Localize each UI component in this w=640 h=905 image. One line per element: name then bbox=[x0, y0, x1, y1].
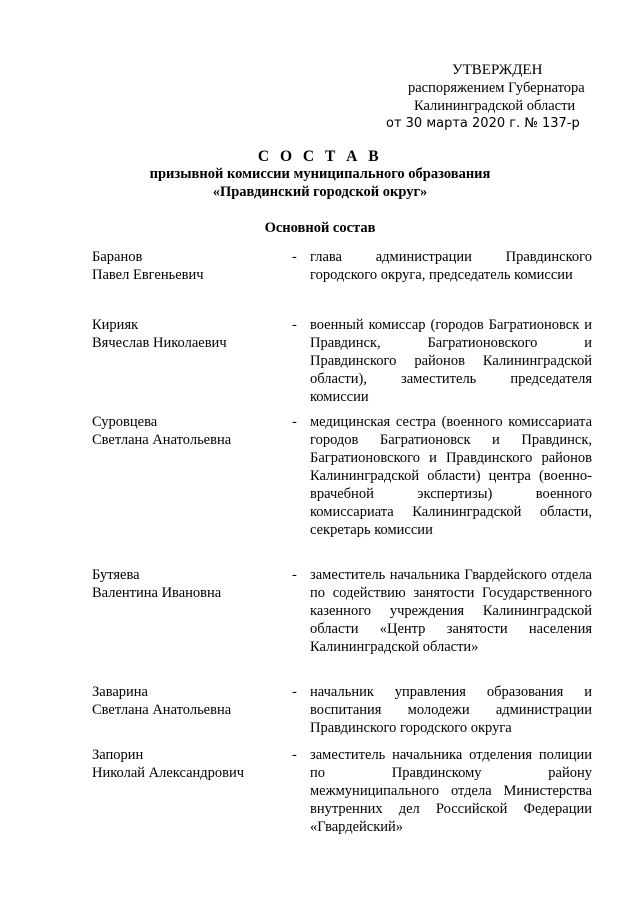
member-role: военный комиссар (городов Багратионовск и Правдинск, Багратионовского и Правдинского районов Калининградской области), заместитель председателя комиссии bbox=[310, 317, 592, 405]
member-surname: Запорин bbox=[92, 747, 144, 763]
member-name bbox=[92, 248, 282, 284]
member-given-name: Николай Александрович bbox=[92, 765, 245, 781]
member-role: глава администрации Правдинского городского округа, председатель комиссии bbox=[310, 249, 592, 283]
approval-line-region: Калининградской области bbox=[414, 98, 576, 114]
member-given-name: Светлана Анатольевна bbox=[92, 702, 232, 718]
section-heading: Основной состав bbox=[264, 220, 376, 236]
member-name bbox=[92, 683, 282, 719]
member-dash: - bbox=[292, 317, 297, 333]
document-title: С О С Т А В bbox=[257, 148, 383, 165]
member-given-name: Вячеслав Николаевич bbox=[92, 335, 227, 351]
subtitle-line-1: призывной комиссии муниципального образования bbox=[149, 166, 491, 182]
member-role: заместитель начальника отделения полиции по Правдинскому району межмуниципального отдела Министерства внутренних дел Российской Федерации «Гвардейский» bbox=[310, 747, 592, 835]
member-name bbox=[92, 413, 282, 449]
member-surname: Заварина bbox=[92, 684, 148, 700]
member-dash: - bbox=[292, 684, 297, 700]
member-dash: - bbox=[292, 567, 297, 583]
member-surname: Баранов bbox=[92, 249, 143, 265]
approval-line-governor: распоряжением Губернатора bbox=[408, 80, 585, 96]
member-role: заместитель начальника Гвардейского отдела по содействию занятости Государственного казенного учреждения Калининградской области «Центр занятости населения Калининградской области» bbox=[310, 567, 592, 655]
approval-block bbox=[382, 61, 612, 133]
member-surname: Бутяева bbox=[92, 567, 140, 583]
member-role: начальник управления образования и воспитания молодежи администрации Правдинского городского округа bbox=[310, 684, 592, 736]
member-name bbox=[92, 746, 282, 782]
member-given-name: Светлана Анатольевна bbox=[92, 432, 232, 448]
member-surname: Кирияк bbox=[92, 317, 139, 333]
member-dash: - bbox=[292, 249, 297, 265]
approval-date-line: от 30 марта 2020 г. № 137-р bbox=[386, 116, 580, 131]
document-subtitle bbox=[0, 165, 640, 201]
member-given-name: Павел Евгеньевич bbox=[92, 267, 204, 283]
member-name bbox=[92, 566, 282, 602]
approval-heading: УТВЕРЖДЕН bbox=[452, 62, 543, 78]
member-dash: - bbox=[292, 414, 297, 430]
member-role: медицинская сестра (военного комиссариата городов Багратионовск и Правдинск, Багратионовского и Правдинского районов Калининградской области) центра (военно-врачебной экспертизы) военного комиссариата Калининградской области, секретарь комиссии bbox=[310, 414, 592, 538]
member-given-name: Валентина Ивановна bbox=[92, 585, 222, 601]
subtitle-line-2: «Правдинский городской округ» bbox=[212, 184, 428, 200]
member-name bbox=[92, 316, 282, 352]
member-dash: - bbox=[292, 747, 297, 763]
member-surname: Суровцева bbox=[92, 414, 158, 430]
